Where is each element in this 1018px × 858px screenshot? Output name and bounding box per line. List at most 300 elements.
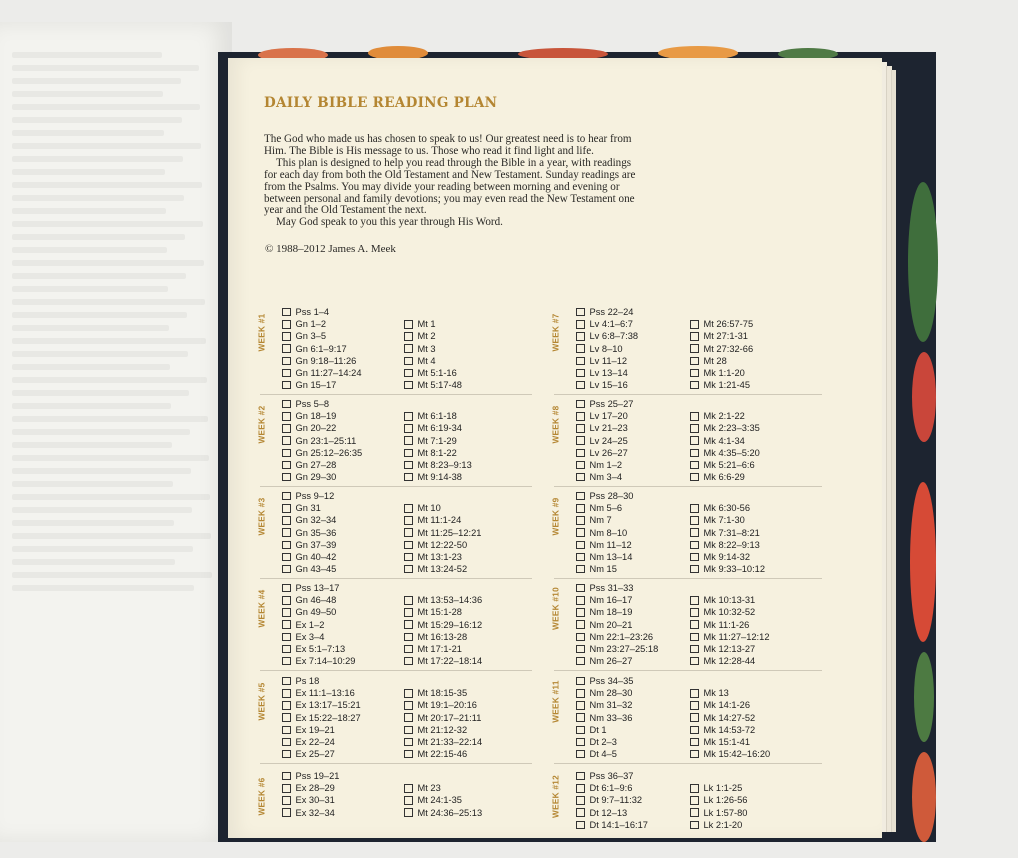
checkbox[interactable] <box>576 449 585 458</box>
reading-item[interactable] <box>576 306 638 318</box>
reading-item[interactable] <box>282 643 355 655</box>
reading-item[interactable] <box>576 782 648 794</box>
checkbox[interactable] <box>690 320 699 329</box>
reading-item[interactable] <box>576 807 648 819</box>
checkbox[interactable] <box>404 596 413 605</box>
checkbox[interactable] <box>282 400 291 409</box>
checkbox[interactable] <box>282 504 291 513</box>
checkbox[interactable] <box>404 645 413 654</box>
checkbox[interactable] <box>690 726 699 735</box>
reading-item[interactable] <box>690 343 753 355</box>
reading-item[interactable] <box>282 794 339 806</box>
reading-item[interactable] <box>404 782 482 794</box>
checkbox[interactable] <box>690 689 699 698</box>
reading-item[interactable] <box>576 551 633 563</box>
reading-item[interactable] <box>404 447 472 459</box>
checkbox[interactable] <box>576 677 585 686</box>
reading-item[interactable] <box>690 724 770 736</box>
checkbox[interactable] <box>282 553 291 562</box>
checkbox[interactable] <box>576 424 585 433</box>
checkbox[interactable] <box>404 565 413 574</box>
checkbox[interactable] <box>576 596 585 605</box>
checkbox[interactable] <box>282 657 291 666</box>
reading-item[interactable] <box>282 687 361 699</box>
checkbox[interactable] <box>282 796 291 805</box>
reading-text: Nm 28–30 <box>589 688 633 699</box>
reading-item[interactable] <box>576 675 633 687</box>
checkbox[interactable] <box>404 320 413 329</box>
reading-item[interactable] <box>282 379 362 391</box>
checkbox[interactable] <box>576 528 585 537</box>
reading-item[interactable] <box>576 712 633 724</box>
reading-item[interactable] <box>576 619 658 631</box>
checkbox[interactable] <box>282 412 291 421</box>
reading-item[interactable] <box>690 514 765 526</box>
reading-item[interactable] <box>690 748 770 760</box>
checkbox[interactable] <box>282 784 291 793</box>
reading-item[interactable] <box>282 748 361 760</box>
reading-item[interactable] <box>690 447 760 459</box>
reading-item[interactable] <box>690 379 753 391</box>
reading-item[interactable] <box>404 410 472 422</box>
reading-item[interactable] <box>576 330 638 342</box>
reading-item[interactable] <box>282 471 362 483</box>
reading-item[interactable] <box>404 606 482 618</box>
reading-item[interactable] <box>690 551 765 563</box>
reading-item[interactable] <box>576 471 633 483</box>
checkbox[interactable] <box>690 553 699 562</box>
reading-item[interactable] <box>282 724 361 736</box>
reading-item[interactable] <box>576 582 658 594</box>
checkbox[interactable] <box>690 713 699 722</box>
checkbox[interactable] <box>404 713 413 722</box>
reading-item[interactable] <box>576 398 633 410</box>
checkbox[interactable] <box>282 726 291 735</box>
reading-item[interactable] <box>576 655 658 667</box>
reading-item[interactable] <box>282 736 361 748</box>
checkbox[interactable] <box>282 689 291 698</box>
checkbox[interactable] <box>576 461 585 470</box>
reading-item[interactable] <box>404 355 462 367</box>
checkbox[interactable] <box>404 608 413 617</box>
reading-item[interactable] <box>282 782 339 794</box>
checkbox[interactable] <box>404 784 413 793</box>
old-testament-readings <box>576 675 633 760</box>
reading-item[interactable] <box>690 539 765 551</box>
checkbox[interactable] <box>690 436 699 445</box>
reading-item[interactable] <box>404 748 482 760</box>
reading-text: Nm 15 <box>589 564 617 575</box>
reading-item[interactable] <box>282 355 362 367</box>
checkbox[interactable] <box>690 784 699 793</box>
reading-item[interactable] <box>404 794 482 806</box>
reading-item[interactable] <box>404 435 472 447</box>
checkbox[interactable] <box>576 701 585 710</box>
checkbox[interactable] <box>576 565 585 574</box>
checkbox[interactable] <box>576 713 585 722</box>
reading-item[interactable] <box>282 551 336 563</box>
reading-item[interactable] <box>576 355 638 367</box>
reading-item[interactable] <box>690 367 753 379</box>
reading-item[interactable] <box>282 699 361 711</box>
checkbox[interactable] <box>282 461 291 470</box>
checkbox[interactable] <box>576 492 585 501</box>
checkbox[interactable] <box>576 633 585 642</box>
reading-item[interactable] <box>690 736 770 748</box>
checkbox[interactable] <box>282 713 291 722</box>
reading-item[interactable] <box>282 435 362 447</box>
reading-item[interactable] <box>576 422 633 434</box>
reading-text: Mk 8:22–9:13 <box>703 539 760 550</box>
reading-item[interactable] <box>576 736 633 748</box>
checkbox[interactable] <box>282 701 291 710</box>
reading-item[interactable] <box>282 306 362 318</box>
reading-item[interactable] <box>404 343 462 355</box>
checkbox[interactable] <box>690 738 699 747</box>
checkbox[interactable] <box>404 808 413 817</box>
checkbox[interactable] <box>690 645 699 654</box>
reading-item[interactable] <box>282 563 336 575</box>
checkbox[interactable] <box>404 332 413 341</box>
reading-item[interactable] <box>404 594 482 606</box>
checkbox[interactable] <box>690 808 699 817</box>
reading-item[interactable] <box>282 343 362 355</box>
checkbox[interactable] <box>404 750 413 759</box>
checkbox[interactable] <box>576 689 585 698</box>
checkbox[interactable] <box>404 726 413 735</box>
reading-item[interactable] <box>576 318 638 330</box>
checkbox[interactable] <box>576 308 585 317</box>
reading-item[interactable] <box>282 606 355 618</box>
reading-item[interactable] <box>576 435 633 447</box>
checkbox[interactable] <box>576 436 585 445</box>
checkbox[interactable] <box>690 565 699 574</box>
reading-item[interactable] <box>282 770 339 782</box>
reading-text: Mt 24:1-35 <box>417 795 462 806</box>
reading-item[interactable] <box>576 687 633 699</box>
checkbox[interactable] <box>576 504 585 513</box>
checkbox[interactable] <box>576 320 585 329</box>
checkbox[interactable] <box>576 784 585 793</box>
reading-item[interactable] <box>404 736 482 748</box>
checkbox[interactable] <box>690 750 699 759</box>
bleed-through-line <box>12 481 173 487</box>
checkbox[interactable] <box>690 516 699 525</box>
checkbox[interactable] <box>690 657 699 666</box>
reading-item[interactable] <box>690 410 760 422</box>
reading-item[interactable] <box>282 410 362 422</box>
reading-item[interactable] <box>690 330 753 342</box>
checkbox[interactable] <box>404 449 413 458</box>
reading-item[interactable] <box>282 594 355 606</box>
reading-item[interactable] <box>404 712 482 724</box>
reading-item[interactable] <box>404 807 482 819</box>
checkbox[interactable] <box>404 620 413 629</box>
checkbox[interactable] <box>690 596 699 605</box>
checkbox[interactable] <box>690 369 699 378</box>
checkbox[interactable] <box>576 541 585 550</box>
checkbox[interactable] <box>282 633 291 642</box>
reading-item[interactable] <box>576 748 633 760</box>
reading-item[interactable] <box>404 471 472 483</box>
reading-item[interactable] <box>404 563 481 575</box>
reading-item[interactable] <box>404 551 481 563</box>
checkbox[interactable] <box>690 504 699 513</box>
reading-item[interactable] <box>576 343 638 355</box>
checkbox[interactable] <box>576 584 585 593</box>
reading-item[interactable] <box>404 643 482 655</box>
reading-item[interactable] <box>576 631 658 643</box>
checkbox[interactable] <box>404 357 413 366</box>
checkbox[interactable] <box>404 381 413 390</box>
checkbox[interactable] <box>282 449 291 458</box>
reading-item[interactable] <box>404 539 481 551</box>
checkbox[interactable] <box>282 584 291 593</box>
checkbox[interactable] <box>404 344 413 353</box>
checkbox[interactable] <box>576 738 585 747</box>
reading-item[interactable] <box>576 367 638 379</box>
reading-item[interactable] <box>404 655 482 667</box>
reading-item[interactable] <box>576 563 633 575</box>
checkbox[interactable] <box>690 381 699 390</box>
reading-item[interactable] <box>404 379 462 391</box>
reading-item[interactable] <box>576 643 658 655</box>
reading-item[interactable] <box>690 563 765 575</box>
checkbox[interactable] <box>404 424 413 433</box>
reading-item[interactable] <box>404 724 482 736</box>
checkbox[interactable] <box>282 808 291 817</box>
reading-item[interactable] <box>576 527 633 539</box>
checkbox[interactable] <box>576 369 585 378</box>
reading-item[interactable] <box>576 539 633 551</box>
reading-item[interactable] <box>282 490 336 502</box>
checkbox[interactable] <box>282 750 291 759</box>
reading-item[interactable] <box>282 398 362 410</box>
reading-item[interactable] <box>282 514 336 526</box>
checkbox[interactable] <box>576 808 585 817</box>
reading-item[interactable] <box>282 367 362 379</box>
checkbox[interactable] <box>404 796 413 805</box>
reading-item[interactable] <box>576 447 633 459</box>
checkbox[interactable] <box>576 657 585 666</box>
checkbox[interactable] <box>576 357 585 366</box>
checkbox[interactable] <box>282 332 291 341</box>
checkbox[interactable] <box>576 750 585 759</box>
checkbox[interactable] <box>282 308 291 317</box>
checkbox[interactable] <box>690 332 699 341</box>
reading-item[interactable] <box>690 619 770 631</box>
checkbox[interactable] <box>282 772 291 781</box>
reading-item[interactable] <box>690 318 753 330</box>
reading-item[interactable] <box>282 422 362 434</box>
reading-item[interactable] <box>576 410 633 422</box>
checkbox[interactable] <box>576 381 585 390</box>
reading-item[interactable] <box>690 594 770 606</box>
reading-item[interactable] <box>576 724 633 736</box>
reading-item[interactable] <box>690 655 770 667</box>
checkbox[interactable] <box>404 633 413 642</box>
reading-item[interactable] <box>690 502 765 514</box>
checkbox[interactable] <box>282 541 291 550</box>
checkbox[interactable] <box>282 645 291 654</box>
checkbox[interactable] <box>690 620 699 629</box>
reading-text: Mk 2:23–3:35 <box>703 423 760 434</box>
reading-item[interactable] <box>404 619 482 631</box>
reading-item[interactable] <box>690 782 747 794</box>
reading-item[interactable] <box>690 435 760 447</box>
checkbox[interactable] <box>404 541 413 550</box>
checkbox[interactable] <box>576 412 585 421</box>
reading-item[interactable] <box>576 459 633 471</box>
checkbox[interactable] <box>690 701 699 710</box>
reading-item[interactable] <box>282 330 362 342</box>
checkbox[interactable] <box>282 565 291 574</box>
reading-item[interactable] <box>282 655 355 667</box>
reading-item[interactable] <box>690 807 747 819</box>
checkbox[interactable] <box>576 726 585 735</box>
reading-item[interactable] <box>690 712 770 724</box>
reading-item[interactable] <box>282 619 355 631</box>
checkbox[interactable] <box>282 677 291 686</box>
checkbox[interactable] <box>576 473 585 482</box>
reading-item[interactable] <box>690 699 770 711</box>
checkbox[interactable] <box>404 516 413 525</box>
reading-item[interactable] <box>576 606 658 618</box>
checkbox[interactable] <box>282 620 291 629</box>
reading-item[interactable] <box>690 606 770 618</box>
checkbox[interactable] <box>690 449 699 458</box>
reading-item[interactable] <box>576 770 648 782</box>
reading-item[interactable] <box>690 687 770 699</box>
reading-item[interactable] <box>282 807 339 819</box>
reading-item[interactable] <box>690 794 747 806</box>
checkbox[interactable] <box>282 424 291 433</box>
reading-item[interactable] <box>576 502 633 514</box>
reading-item[interactable] <box>404 422 472 434</box>
checkbox[interactable] <box>404 689 413 698</box>
reading-item[interactable] <box>576 594 658 606</box>
reading-item[interactable] <box>576 490 633 502</box>
checkbox[interactable] <box>282 344 291 353</box>
checkbox[interactable] <box>690 357 699 366</box>
reading-item[interactable] <box>690 643 770 655</box>
checkbox[interactable] <box>576 772 585 781</box>
reading-item[interactable] <box>576 794 648 806</box>
checkbox[interactable] <box>404 701 413 710</box>
reading-item[interactable] <box>576 514 633 526</box>
reading-item[interactable] <box>404 459 472 471</box>
reading-text: Mt 15:1-28 <box>417 607 462 618</box>
reading-item[interactable] <box>404 631 482 643</box>
reading-item[interactable] <box>282 447 362 459</box>
reading-item[interactable] <box>576 379 638 391</box>
reading-item[interactable] <box>282 502 336 514</box>
checkbox[interactable] <box>404 473 413 482</box>
checkbox[interactable] <box>282 516 291 525</box>
checkbox[interactable] <box>282 492 291 501</box>
checkbox[interactable] <box>282 381 291 390</box>
checkbox[interactable] <box>576 344 585 353</box>
reading-item[interactable] <box>282 631 355 643</box>
checkbox[interactable] <box>690 608 699 617</box>
reading-item[interactable] <box>690 422 760 434</box>
checkbox[interactable] <box>576 645 585 654</box>
checkbox[interactable] <box>404 436 413 445</box>
reading-item[interactable] <box>404 687 482 699</box>
reading-item[interactable] <box>404 367 462 379</box>
checkbox[interactable] <box>404 412 413 421</box>
reading-item[interactable] <box>404 699 482 711</box>
bleed-through-line <box>12 143 201 149</box>
checkbox[interactable] <box>282 596 291 605</box>
reading-item[interactable] <box>282 582 355 594</box>
checkbox[interactable] <box>690 633 699 642</box>
reading-item[interactable] <box>282 527 336 539</box>
reading-item[interactable] <box>282 459 362 471</box>
reading-item[interactable] <box>404 514 481 526</box>
checkbox[interactable] <box>690 424 699 433</box>
flower-decoration <box>912 752 936 842</box>
checkbox[interactable] <box>282 369 291 378</box>
checkbox[interactable] <box>404 738 413 747</box>
checkbox[interactable] <box>404 461 413 470</box>
checkbox[interactable] <box>282 528 291 537</box>
reading-item[interactable] <box>690 459 760 471</box>
checkbox[interactable] <box>282 320 291 329</box>
checkbox[interactable] <box>404 657 413 666</box>
checkbox[interactable] <box>690 473 699 482</box>
checkbox[interactable] <box>690 796 699 805</box>
bleed-through-line <box>12 117 182 123</box>
reading-item[interactable] <box>404 330 462 342</box>
checkbox[interactable] <box>282 608 291 617</box>
checkbox[interactable] <box>576 608 585 617</box>
checkbox[interactable] <box>282 357 291 366</box>
reading-item[interactable] <box>282 539 336 551</box>
reading-item[interactable] <box>282 712 361 724</box>
checkbox[interactable] <box>404 369 413 378</box>
bleed-through-line <box>12 546 193 552</box>
checkbox[interactable] <box>282 738 291 747</box>
checkbox[interactable] <box>282 436 291 445</box>
reading-item[interactable] <box>690 631 770 643</box>
reading-item[interactable] <box>404 318 462 330</box>
reading-item[interactable] <box>282 675 361 687</box>
checkbox[interactable] <box>576 796 585 805</box>
checkbox[interactable] <box>576 400 585 409</box>
checkbox[interactable] <box>576 620 585 629</box>
checkbox[interactable] <box>690 412 699 421</box>
checkbox[interactable] <box>690 344 699 353</box>
checkbox[interactable] <box>690 528 699 537</box>
checkbox[interactable] <box>690 541 699 550</box>
reading-item[interactable] <box>690 527 765 539</box>
reading-item[interactable] <box>282 318 362 330</box>
checkbox[interactable] <box>404 504 413 513</box>
checkbox[interactable] <box>404 528 413 537</box>
checkbox[interactable] <box>576 553 585 562</box>
reading-item[interactable] <box>404 527 481 539</box>
checkbox[interactable] <box>576 516 585 525</box>
checkbox[interactable] <box>690 461 699 470</box>
checkbox[interactable] <box>282 473 291 482</box>
reading-item[interactable] <box>576 699 633 711</box>
checkbox[interactable] <box>576 332 585 341</box>
reading-item[interactable] <box>690 355 753 367</box>
reading-item[interactable] <box>404 502 481 514</box>
checkbox[interactable] <box>404 553 413 562</box>
reading-item[interactable] <box>690 471 760 483</box>
